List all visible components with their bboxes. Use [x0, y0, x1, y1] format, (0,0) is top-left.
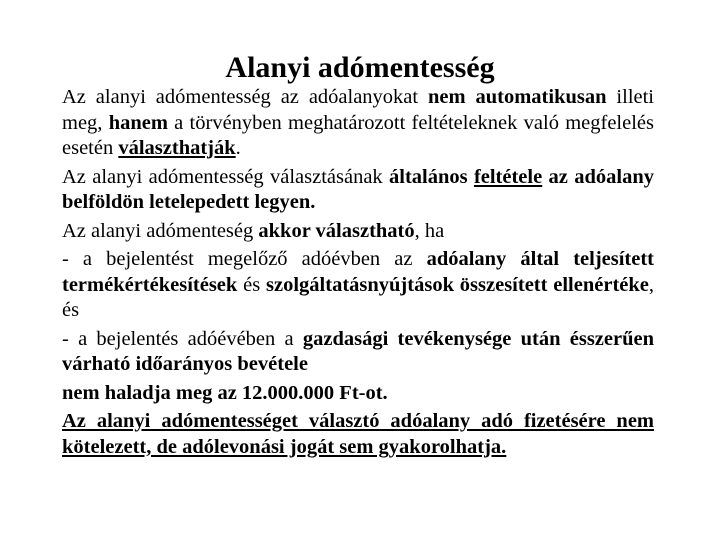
text-segment: - a bejelentés adóévében a	[62, 327, 303, 350]
text-segment: - a bejelentést megelőző adóévben az	[62, 248, 427, 270]
text-segment: , ha	[414, 219, 445, 242]
bold-text: nem haladja meg az 12.000.000 Ft-ot.	[62, 381, 388, 404]
bold-text: adóalany által teljesített termékértékesítések	[62, 248, 655, 296]
underlined-text: választhatják	[118, 137, 236, 159]
list-item-prior-year	[62, 247, 654, 324]
paragraph-threshold	[62, 381, 654, 407]
paragraph-when-selectable	[62, 219, 654, 245]
text-segment: Az alanyi adómenteség	[62, 219, 259, 242]
slide-body	[62, 85, 654, 460]
bold-text: akkor választható	[258, 219, 415, 242]
bold-text: hanem	[108, 111, 168, 134]
underlined-text: feltétele	[473, 165, 543, 188]
bold-text: általános	[389, 165, 474, 188]
paragraph-intro	[62, 85, 654, 162]
underlined-text: Az alanyi adómentességet választó adóalany adó fizetésére nem kötelezett, de adólevonási jogát sem gyakorolhatja.	[62, 410, 654, 458]
page-title: Alanyi adómentesség	[225, 51, 495, 84]
text-segment: a törvényben meghatározott feltételeknek való megfelelés esetén	[62, 111, 654, 159]
text-segment: illeti meg,	[62, 86, 655, 134]
paragraph-general-condition	[62, 165, 654, 216]
bold-underlined-text	[474, 166, 542, 188]
text-segment: Az alanyi adómentesség választásának	[62, 165, 389, 188]
bold-underlined-text	[62, 410, 654, 458]
bold-text: gazdasági tevékenysége után ésszerűen várható időarányos bevétele	[62, 327, 654, 375]
text-segment: és	[237, 273, 267, 296]
paragraph-consequence	[62, 409, 654, 460]
text-segment: .	[235, 137, 241, 159]
list-item-current-year	[62, 327, 654, 378]
bold-text: az adóalany belföldön letelepedett legyen.	[62, 165, 654, 213]
text-segment: Az alanyi adómentesség az adóalanyokat	[62, 86, 429, 108]
text-segment: , és	[62, 273, 654, 321]
bold-underlined-text	[118, 137, 235, 159]
bold-text: nem automatikusan	[428, 86, 607, 108]
bold-text: szolgáltatásnyújtások összesített ellenértéke	[266, 273, 649, 296]
